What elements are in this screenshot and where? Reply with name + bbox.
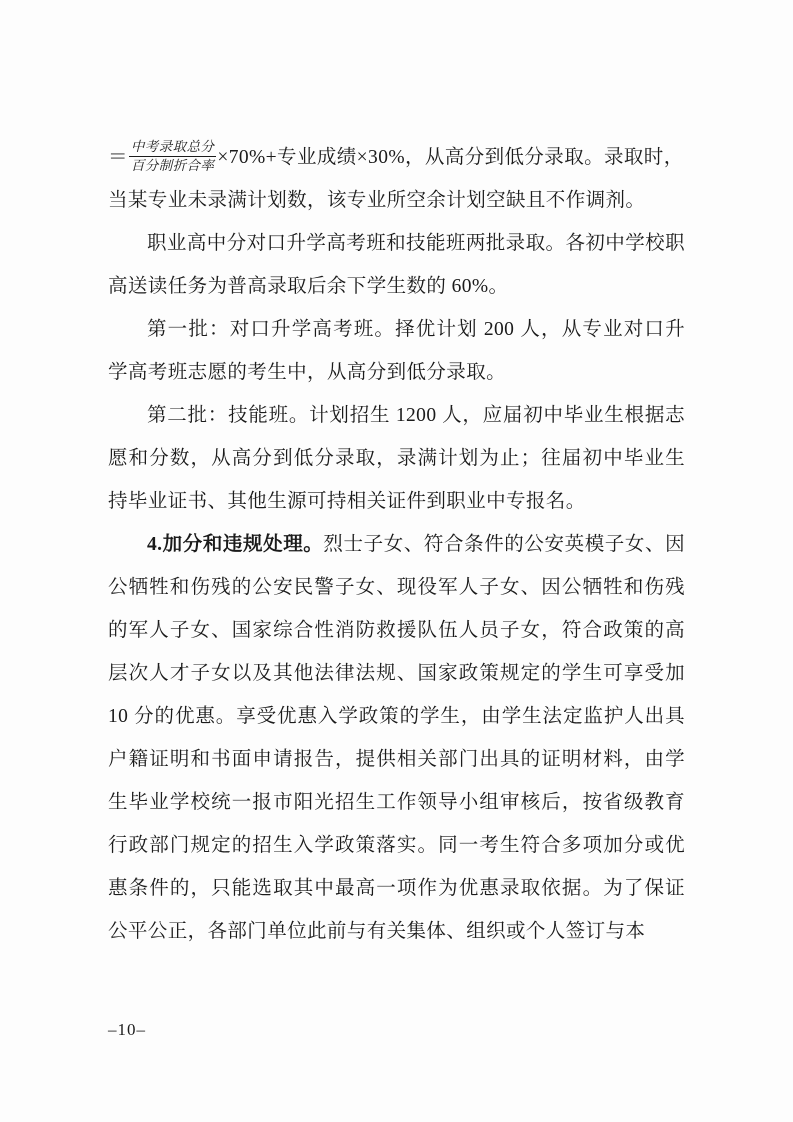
formula-paragraph [108, 135, 685, 179]
paragraph-batch-one: 第一批：对口升学高考班。择优计划 200 人，从专业对口升学高考班志愿的考生中，从高分到低分录取。 [108, 319, 685, 384]
section-four-heading: 4.加分和违规处理。 [147, 534, 324, 556]
formula-fraction [129, 139, 216, 174]
formula-remainder: ×70%+专业成绩×30%，从高分到低分录取。录取时， [217, 147, 684, 169]
section-four-text: 烈士子女、符合条件的公安英模子女、因公牺牲和伤残的公安民警子女、现役军人子女、因公牺牲和伤残的军人子女、国家综合性消防救援队伍人员子女，符合政策的高层次人才子女以及其他法律法规、国家政策规定的学生可享受加 10 分的优惠。享受优惠入学政策的学生，由学生法定监护人出具户籍证明和书面申请报告，提供相关部门出具的证明材料，由学生毕业学校统一报市阳光招生工作领导小组审核后，按省级教育行政部门规定的招生入学政策落实。同一考生符合多项加分或优惠条件的，只能选取其中最高一项作为优惠录取依据。为了保证公平公正，各部门单位此前与有关集体、组织或个人签订与本 [108, 534, 685, 943]
paragraph-section-four [108, 523, 685, 953]
page-number: –10– [108, 1020, 146, 1039]
formula-fraction-numerator: 中考录取总分 [129, 139, 216, 157]
paragraph-vocational-batches: 职业高中分对口升学高考班和技能班两批录取。各初中学校职高送读任务为普高录取后余下学生数的 60%。 [108, 233, 685, 298]
paragraph-batch-two: 第二批：技能班。计划招生 1200 人，应届初中毕业生根据志愿和分数，从高分到低分录取，录满计划为止；往届初中毕业生持毕业证书、其他生源可持相关证件到职业中专报名。 [108, 405, 685, 513]
formula-equals-sign: ＝ [108, 147, 128, 169]
page-body [108, 135, 685, 953]
paragraph-formula-continuation: 当某专业未录满计划数，该专业所空余计划空缺且不作调剂。 [108, 190, 646, 212]
formula-fraction-denominator: 百分制折合率 [130, 158, 215, 174]
